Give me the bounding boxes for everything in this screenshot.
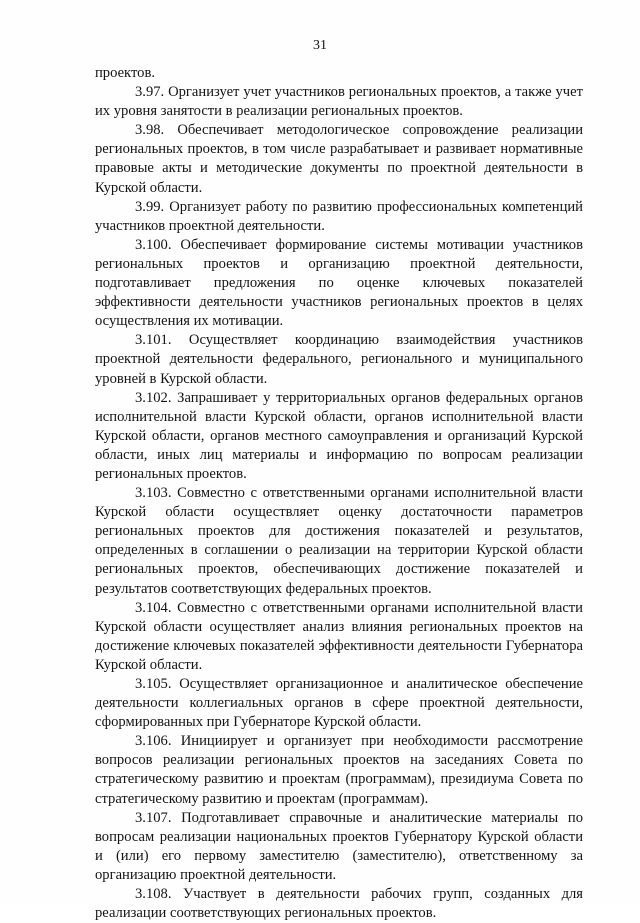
page-number: 31 (313, 38, 327, 53)
paragraph-3-98: 3.98. Обеспечивает методологическое сопровождение реализации региональных проектов, в том числе разрабатывает и развивает нормативные правовые акты и методические документы по проектной деятельности в Курской области. (95, 122, 583, 196)
paragraph-3-105: 3.105. Осуществляет организационное и аналитическое обеспечение деятельности коллегиальных органов в сфере проектной деятельности, сформированных при Губернаторе Курской области. (95, 676, 583, 731)
paragraph-3-101: 3.101. Осуществляет координацию взаимодействия участников проектной деятельности федерального, регионального и муниципального уровней в Курской области. (95, 332, 583, 387)
paragraph-3-108: 3.108. Участвует в деятельности рабочих групп, созданных для реализации соответствующих региональных проектов. (95, 886, 583, 922)
paragraph-3-99: 3.99. Организует работу по развитию профессиональных компетенций участников проектной деятельности. (95, 198, 583, 234)
paragraph-3-102: 3.102. Запрашивает у территориальных органов федеральных органов исполнительной власти Курской области, органов исполнительной власти Курской области, органов местного самоуправления и организаций Курской области, иных лиц материалы и информацию по вопросам реализации региональных проектов. (95, 389, 583, 482)
paragraph-3-104: 3.104. Совместно с ответственными органами исполнительной власти Курской области осуществляет анализ влияния региональных проектов на достижение ключевых показателей эффективности деятельности Губернатора Курской области. (95, 599, 583, 673)
paragraph-3-107: 3.107. Подготавливает справочные и аналитические материалы по вопросам реализации национальных проектов Губернатору Курской области и (или) его первому заместителю (заместителю), ответственному за организацию проектной деятельности. (95, 809, 583, 883)
paragraph-continuation: проектов. (95, 65, 155, 81)
paragraph-3-97: 3.97. Организует учет участников региональных проектов, а также учет их уровня занятости в реализации региональных проектов. (95, 84, 583, 120)
paragraph-3-106: 3.106. Инициирует и организует при необходимости рассмотрение вопросов реализации региональных проектов на заседаниях Совета по стратегическому развитию и проектам (программам), президиума Совета по стратегическому развитию и проектам (программам). (95, 733, 583, 807)
paragraph-3-103: 3.103. Совместно с ответственными органами исполнительной власти Курской области осуществляет оценку достаточности параметров региональных проектов для достижения показателей и результатов, определенных в соглашении о реализации на территории Курской области региональных проектов, обеспечивающих достижение показателей и результатов соответствующих федеральных проектов. (95, 485, 583, 597)
paragraph-3-100: 3.100. Обеспечивает формирование системы мотивации участников региональных проектов и организацию проектной деятельности, подготавливает предложения по оценке ключевых показателей эффективности деятельности участников региональных проектов в целях осуществления их мотивации. (95, 236, 583, 330)
document-body (95, 64, 583, 923)
